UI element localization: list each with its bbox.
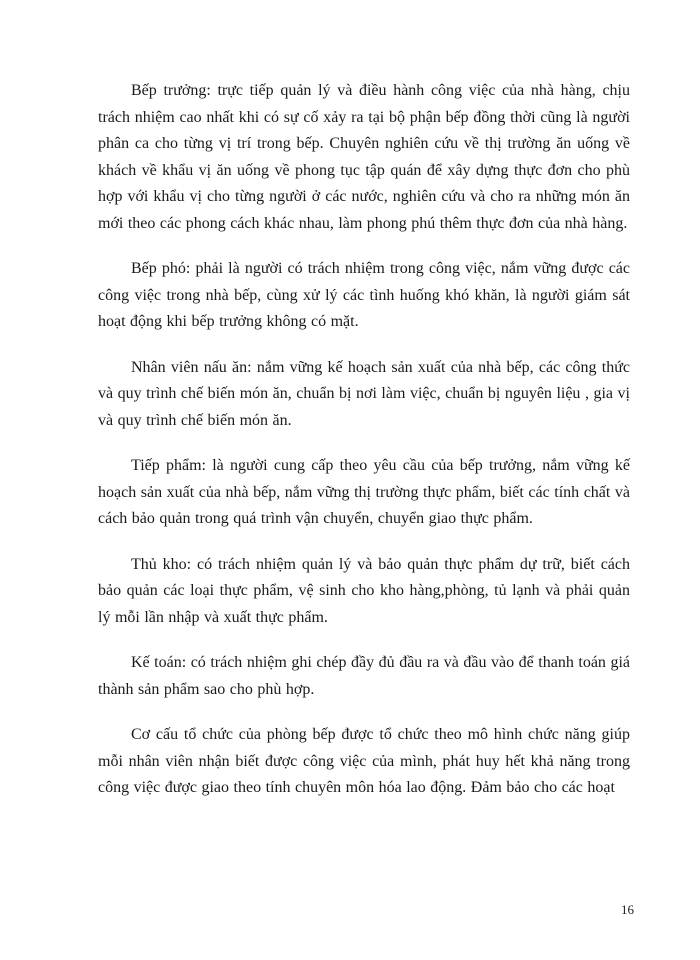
paragraph-sous-chef: Bếp phó: phải là người có trách nhiệm trong công việc, nắm vững được các công việc trong nhà bếp, cùng xử lý các tình huống khó khăn, là người giám sát hoạt động khi bếp trưởng không có mặt.: [98, 260, 630, 330]
page-body: [98, 78, 630, 821]
paragraph-organization-structure: Cơ cấu tổ chức của phòng bếp được tổ chức theo mô hình chức năng giúp mỗi nhân viên nhận biết được công việc của mình, phát huy hết khả năng trong công việc được giao theo tính chuyên môn hóa lao động. Đảm bảo cho các hoạt: [98, 726, 630, 796]
paragraph-accountant: Kế toán: có trách nhiệm ghi chép đầy đủ đầu ra và đầu vào để thanh toán giá thành sản phẩm sao cho phù hợp.: [98, 654, 630, 698]
page-number: 16: [621, 902, 634, 917]
paragraph-purchaser: Tiếp phẩm: là người cung cấp theo yêu cầu của bếp trưởng, nắm vững kế hoạch sản xuất của nhà bếp, nắm vững thị trường thực phẩm, biết các tính chất và cách bảo quản trong quá trình vận chuyển, chuyển giao thực phẩm.: [98, 457, 630, 527]
paragraph-head-chef: Bếp trưởng: trực tiếp quản lý và điều hành công việc của nhà hàng, chịu trách nhiệm cao nhất khi có sự cố xảy ra tại bộ phận bếp đồng thời cũng là người phân ca cho từng vị trí trong bếp. Chuyên nghiên cứu về thị trường ăn uống về khách về khẩu vị ăn uống về phong tục tập quán để xây dựng thực đơn cho phù hợp với khẩu vị cho từng người ở các nước, nghiên cứu và cho ra những món ăn mới theo các phong cách khác nhau, làm phong phú thêm thực đơn của nhà hàng.: [98, 82, 630, 232]
paragraph-cook-staff: Nhân viên nấu ăn: nắm vững kế hoạch sản xuất của nhà bếp, các công thức và quy trình chế biến món ăn, chuẩn bị nơi làm việc, chuẩn bị nguyên liệu , gia vị và quy trình chế biến món ăn.: [98, 358, 630, 429]
paragraph-storekeeper: Thủ kho: có trách nhiệm quản lý và bảo quản thực phẩm dự trữ, biết cách bảo quản các loại thực phẩm, vệ sinh cho kho hàng,phòng, tủ lạnh và phải quản lý mỗi lần nhập và xuất thực phẩm.: [98, 555, 630, 626]
